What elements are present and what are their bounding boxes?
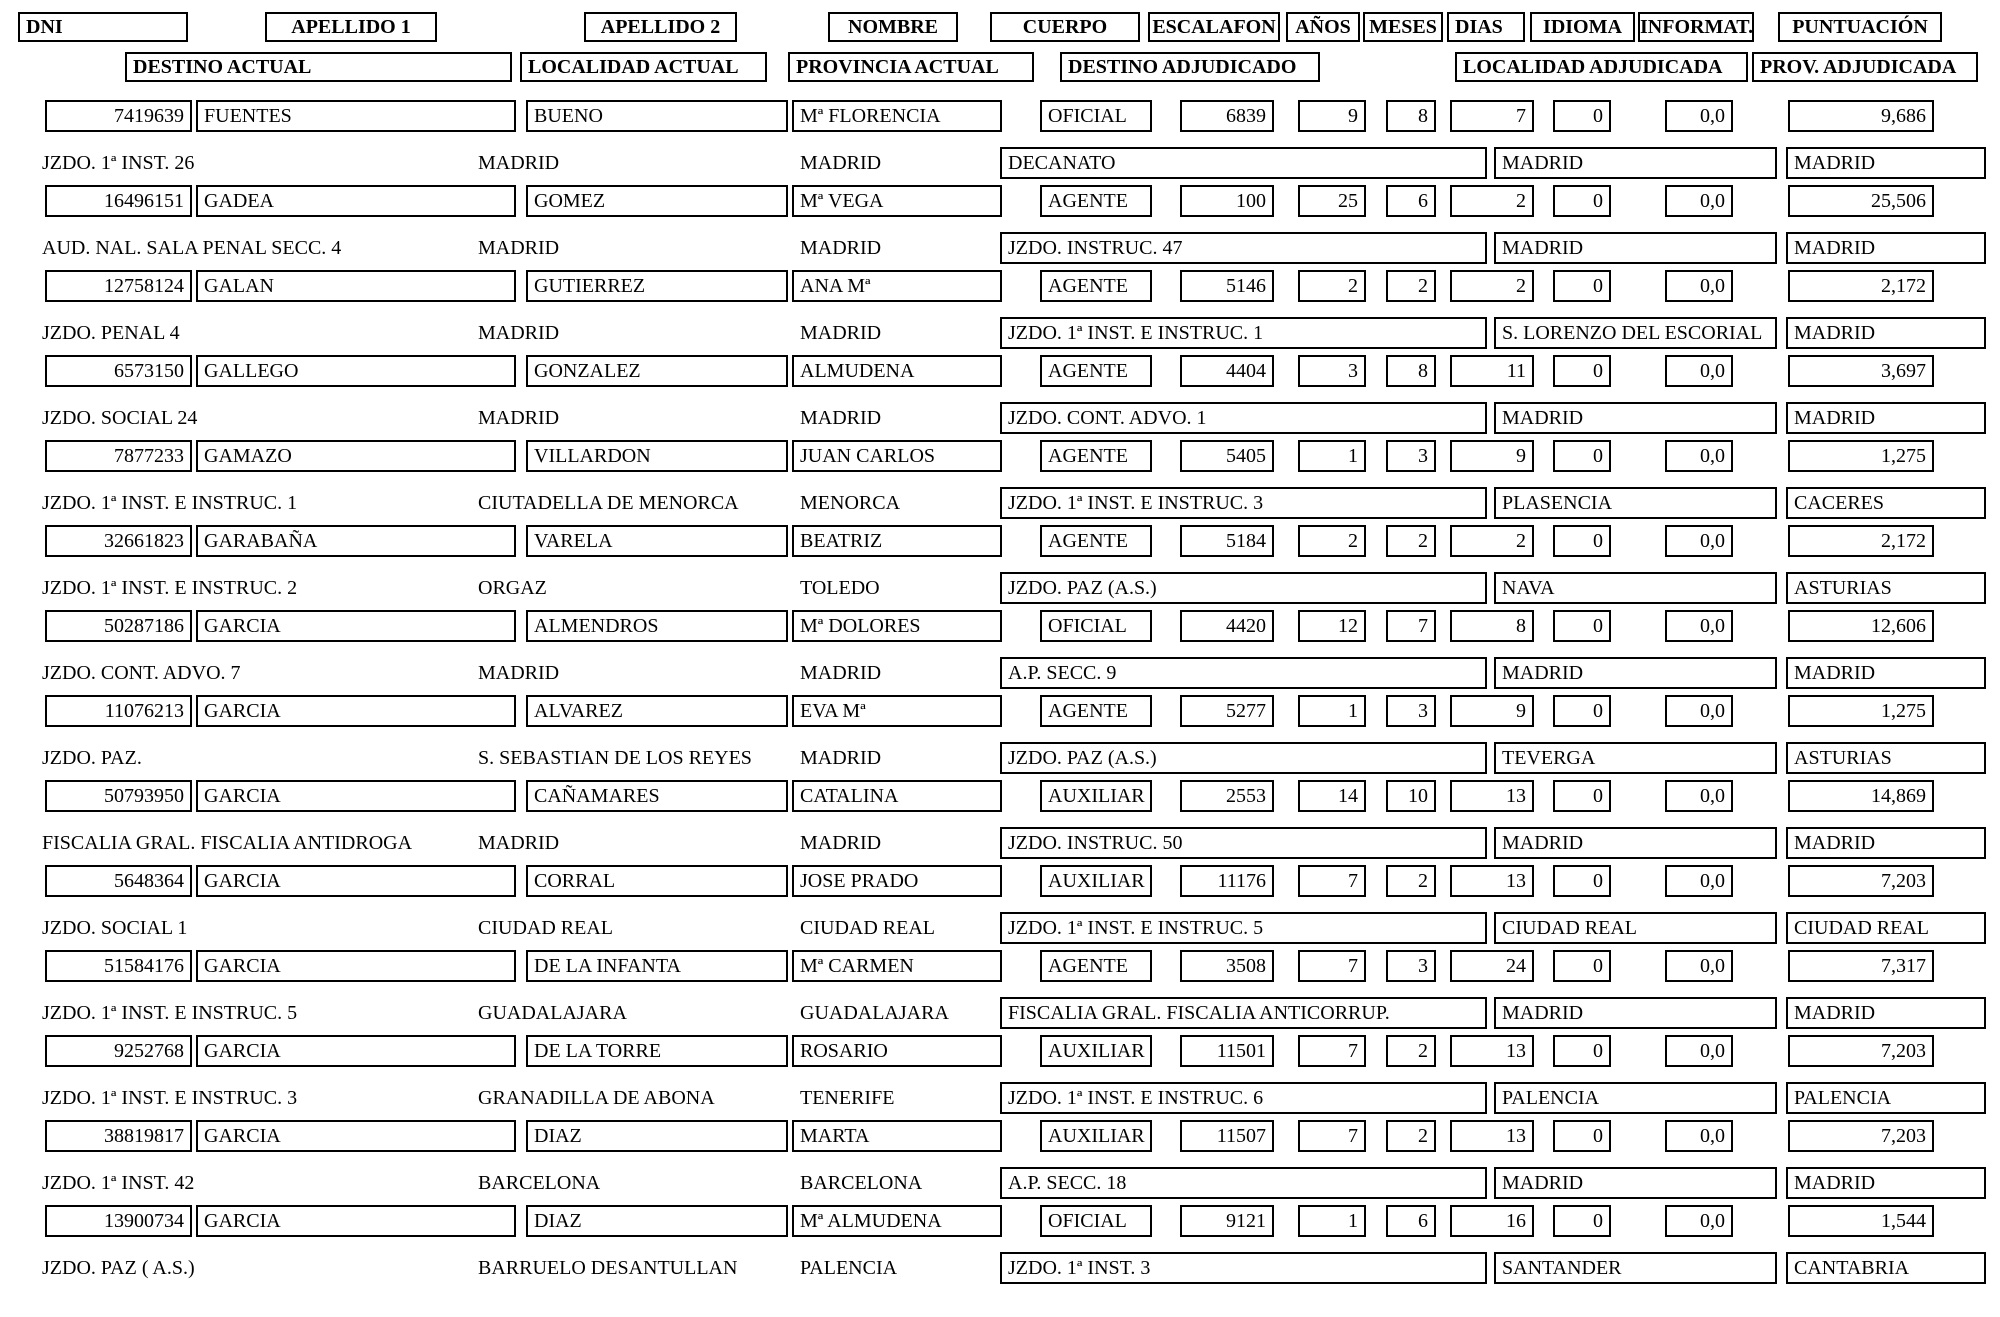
cuerpo-value: OFICIAL <box>1040 610 1152 642</box>
nombre-value: ALMUDENA <box>792 355 1002 387</box>
informat-value: 0,0 <box>1665 610 1733 642</box>
cuerpo-value: AUXILIAR <box>1040 865 1152 897</box>
provincia-actual-value: MADRID <box>800 747 882 769</box>
informat-value: 0,0 <box>1665 1120 1733 1152</box>
prov-adjudicada-value: MADRID <box>1786 147 1986 179</box>
localidad-adjudicada-value: SANTANDER <box>1494 1252 1777 1284</box>
apellido1-value: GARCIA <box>196 1205 516 1237</box>
dni-value: 7419639 <box>45 100 192 132</box>
table-row <box>0 1035 2000 1120</box>
localidad-adjudicada-value: PALENCIA <box>1494 1082 1777 1114</box>
localidad-adjudicada-value: PLASENCIA <box>1494 487 1777 519</box>
meses-value: 2 <box>1386 865 1436 897</box>
cuerpo-value: AGENTE <box>1040 695 1152 727</box>
table-row <box>0 865 2000 950</box>
dias-value: 16 <box>1450 1205 1534 1237</box>
idioma-value: 0 <box>1553 1205 1611 1237</box>
localidad-adjudicada-value: MADRID <box>1494 402 1777 434</box>
escalafon-value: 5184 <box>1180 525 1274 557</box>
meses-value: 2 <box>1386 270 1436 302</box>
puntuacion-value: 12,606 <box>1788 610 1934 642</box>
meses-value: 7 <box>1386 610 1436 642</box>
prov-adjudicada-value: MADRID <box>1786 317 1986 349</box>
destino-adjudicado-value: A.P. SECC. 9 <box>1000 657 1487 689</box>
destino-adjudicado-value: FISCALIA GRAL. FISCALIA ANTICORRUP. <box>1000 997 1487 1029</box>
idioma-value: 0 <box>1553 950 1611 982</box>
prov-adjudicada-value: PALENCIA <box>1786 1082 1986 1114</box>
header-cuerpo: CUERPO <box>990 12 1140 42</box>
escalafon-value: 5146 <box>1180 270 1274 302</box>
destino-actual-value: JZDO. PAZ. <box>42 747 142 769</box>
dias-value: 2 <box>1450 270 1534 302</box>
localidad-actual-value: MADRID <box>478 832 560 854</box>
header-apellido2: APELLIDO 2 <box>584 12 737 42</box>
idioma-value: 0 <box>1553 1120 1611 1152</box>
puntuacion-value: 2,172 <box>1788 270 1934 302</box>
provincia-actual-value: BARCELONA <box>800 1172 923 1194</box>
nombre-value: Mª CARMEN <box>792 950 1002 982</box>
header-localidad-actual: LOCALIDAD ACTUAL <box>520 52 767 82</box>
cuerpo-value: AGENTE <box>1040 270 1152 302</box>
header-provincia-actual: PROVINCIA ACTUAL <box>788 52 1034 82</box>
puntuacion-value: 9,686 <box>1788 100 1934 132</box>
dni-value: 7877233 <box>45 440 192 472</box>
localidad-adjudicada-value: NAVA <box>1494 572 1777 604</box>
prov-adjudicada-value: MADRID <box>1786 657 1986 689</box>
destino-adjudicado-value: JZDO. INSTRUC. 47 <box>1000 232 1487 264</box>
provincia-actual-value: MENORCA <box>800 492 901 514</box>
apellido1-value: GALLEGO <box>196 355 516 387</box>
anos-value: 7 <box>1298 865 1366 897</box>
puntuacion-value: 2,172 <box>1788 525 1934 557</box>
table-row <box>0 525 2000 610</box>
localidad-actual-value: CIUTADELLA DE MENORCA <box>478 492 739 514</box>
prov-adjudicada-value: MADRID <box>1786 232 1986 264</box>
dni-value: 16496151 <box>45 185 192 217</box>
localidad-actual-value: MADRID <box>478 662 560 684</box>
informat-value: 0,0 <box>1665 780 1733 812</box>
localidad-actual-value: S. SEBASTIAN DE LOS REYES <box>478 747 752 769</box>
nombre-value: BEATRIZ <box>792 525 1002 557</box>
dias-value: 8 <box>1450 610 1534 642</box>
header-meses: MESES <box>1363 12 1443 42</box>
prov-adjudicada-value: CANTABRIA <box>1786 1252 1986 1284</box>
dias-value: 24 <box>1450 950 1534 982</box>
destino-actual-value: JZDO. SOCIAL 24 <box>42 407 198 429</box>
table-row <box>0 355 2000 440</box>
prov-adjudicada-value: MADRID <box>1786 827 1986 859</box>
destino-adjudicado-value: JZDO. 1ª INST. E INSTRUC. 6 <box>1000 1082 1487 1114</box>
anos-value: 7 <box>1298 1035 1366 1067</box>
destino-actual-value: JZDO. 1ª INST. E INSTRUC. 2 <box>42 577 298 599</box>
localidad-adjudicada-value: S. LORENZO DEL ESCORIAL <box>1494 317 1777 349</box>
dias-value: 13 <box>1450 780 1534 812</box>
apellido1-value: GARCIA <box>196 1035 516 1067</box>
apellido2-value: CORRAL <box>526 865 788 897</box>
localidad-actual-value: MADRID <box>478 407 560 429</box>
destino-actual-value: JZDO. 1ª INST. E INSTRUC. 1 <box>42 492 298 514</box>
dni-value: 5648364 <box>45 865 192 897</box>
dias-value: 11 <box>1450 355 1534 387</box>
header-puntuacion: PUNTUACIÓN <box>1778 12 1942 42</box>
provincia-actual-value: PALENCIA <box>800 1257 898 1279</box>
table-row <box>0 780 2000 865</box>
meses-value: 6 <box>1386 1205 1436 1237</box>
nombre-value: ANA Mª <box>792 270 1002 302</box>
nombre-value: JUAN CARLOS <box>792 440 1002 472</box>
informat-value: 0,0 <box>1665 950 1733 982</box>
cuerpo-value: OFICIAL <box>1040 1205 1152 1237</box>
idioma-value: 0 <box>1553 525 1611 557</box>
destino-adjudicado-value: JZDO. 1ª INST. E INSTRUC. 1 <box>1000 317 1487 349</box>
informat-value: 0,0 <box>1665 695 1733 727</box>
dias-value: 7 <box>1450 100 1534 132</box>
table-row <box>0 100 2000 185</box>
destino-adjudicado-value: JZDO. CONT. ADVO. 1 <box>1000 402 1487 434</box>
localidad-adjudicada-value: MADRID <box>1494 147 1777 179</box>
nombre-value: ROSARIO <box>792 1035 1002 1067</box>
provincia-actual-value: MADRID <box>800 322 882 344</box>
table-row <box>0 440 2000 525</box>
table-row <box>0 270 2000 355</box>
destino-actual-value: JZDO. 1ª INST. E INSTRUC. 5 <box>42 1002 298 1024</box>
dni-value: 32661823 <box>45 525 192 557</box>
destino-actual-value: JZDO. 1ª INST. 26 <box>42 152 195 174</box>
escalafon-value: 5405 <box>1180 440 1274 472</box>
cuerpo-value: AUXILIAR <box>1040 1120 1152 1152</box>
header-localidad-adjudicada: LOCALIDAD ADJUDICADA <box>1455 52 1748 82</box>
header-apellido1: APELLIDO 1 <box>265 12 437 42</box>
anos-value: 1 <box>1298 695 1366 727</box>
anos-value: 1 <box>1298 440 1366 472</box>
informat-value: 0,0 <box>1665 865 1733 897</box>
escalafon-value: 11176 <box>1180 865 1274 897</box>
destino-actual-value: JZDO. 1ª INST. E INSTRUC. 3 <box>42 1087 298 1109</box>
header-destino-actual: DESTINO ACTUAL <box>125 52 512 82</box>
apellido2-value: ALVAREZ <box>526 695 788 727</box>
idioma-value: 0 <box>1553 695 1611 727</box>
anos-value: 12 <box>1298 610 1366 642</box>
destino-adjudicado-value: JZDO. 1ª INST. 3 <box>1000 1252 1487 1284</box>
anos-value: 25 <box>1298 185 1366 217</box>
header-informat: INFORMAT. <box>1638 12 1754 42</box>
apellido2-value: DE LA TORRE <box>526 1035 788 1067</box>
dias-value: 13 <box>1450 865 1534 897</box>
nombre-value: JOSE PRADO <box>792 865 1002 897</box>
header-anos: AÑOS <box>1286 12 1360 42</box>
apellido2-value: DIAZ <box>526 1120 788 1152</box>
escalafon-value: 2553 <box>1180 780 1274 812</box>
apellido2-value: VILLARDON <box>526 440 788 472</box>
escalafon-value: 11501 <box>1180 1035 1274 1067</box>
escalafon-value: 5277 <box>1180 695 1274 727</box>
provincia-actual-value: CIUDAD REAL <box>800 917 935 939</box>
idioma-value: 0 <box>1553 185 1611 217</box>
escalafon-value: 4404 <box>1180 355 1274 387</box>
header-idioma: IDIOMA <box>1530 12 1635 42</box>
nombre-value: Mª ALMUDENA <box>792 1205 1002 1237</box>
meses-value: 8 <box>1386 100 1436 132</box>
escalafon-value: 9121 <box>1180 1205 1274 1237</box>
localidad-adjudicada-value: MADRID <box>1494 657 1777 689</box>
meses-value: 8 <box>1386 355 1436 387</box>
apellido2-value: GOMEZ <box>526 185 788 217</box>
destino-adjudicado-value: JZDO. PAZ (A.S.) <box>1000 742 1487 774</box>
anos-value: 3 <box>1298 355 1366 387</box>
dni-value: 50793950 <box>45 780 192 812</box>
puntuacion-value: 7,203 <box>1788 1120 1934 1152</box>
anos-value: 1 <box>1298 1205 1366 1237</box>
dias-value: 9 <box>1450 440 1534 472</box>
puntuacion-value: 7,203 <box>1788 1035 1934 1067</box>
idioma-value: 0 <box>1553 355 1611 387</box>
dni-value: 12758124 <box>45 270 192 302</box>
puntuacion-value: 1,275 <box>1788 695 1934 727</box>
apellido1-value: GADEA <box>196 185 516 217</box>
apellido1-value: GARCIA <box>196 865 516 897</box>
provincia-actual-value: MADRID <box>800 152 882 174</box>
apellido2-value: VARELA <box>526 525 788 557</box>
cuerpo-value: AGENTE <box>1040 525 1152 557</box>
apellido1-value: FUENTES <box>196 100 516 132</box>
anos-value: 7 <box>1298 1120 1366 1152</box>
nombre-value: Mª FLORENCIA <box>792 100 1002 132</box>
anos-value: 2 <box>1298 270 1366 302</box>
header-prov-adjudicada: PROV. ADJUDICADA <box>1752 52 1978 82</box>
dni-value: 6573150 <box>45 355 192 387</box>
anos-value: 9 <box>1298 100 1366 132</box>
destino-adjudicado-value: DECANATO <box>1000 147 1487 179</box>
nombre-value: Mª DOLORES <box>792 610 1002 642</box>
table-row <box>0 1120 2000 1205</box>
meses-value: 2 <box>1386 1035 1436 1067</box>
table-row <box>0 950 2000 1035</box>
prov-adjudicada-value: MADRID <box>1786 997 1986 1029</box>
puntuacion-value: 1,544 <box>1788 1205 1934 1237</box>
puntuacion-value: 25,506 <box>1788 185 1934 217</box>
anos-value: 2 <box>1298 525 1366 557</box>
header-dni: DNI <box>18 12 188 42</box>
header-destino-adjudicado: DESTINO ADJUDICADO <box>1060 52 1320 82</box>
prov-adjudicada-value: CACERES <box>1786 487 1986 519</box>
apellido1-value: GAMAZO <box>196 440 516 472</box>
cuerpo-value: AGENTE <box>1040 185 1152 217</box>
destino-adjudicado-value: JZDO. 1ª INST. E INSTRUC. 3 <box>1000 487 1487 519</box>
destino-actual-value: JZDO. PAZ ( A.S.) <box>42 1257 195 1279</box>
apellido2-value: DE LA INFANTA <box>526 950 788 982</box>
dni-value: 11076213 <box>45 695 192 727</box>
localidad-actual-value: CIUDAD REAL <box>478 917 613 939</box>
destino-actual-value: JZDO. PENAL 4 <box>42 322 180 344</box>
provincia-actual-value: TENERIFE <box>800 1087 895 1109</box>
escalafon-value: 6839 <box>1180 100 1274 132</box>
apellido1-value: GARCIA <box>196 610 516 642</box>
escalafon-value: 4420 <box>1180 610 1274 642</box>
apellido2-value: GUTIERREZ <box>526 270 788 302</box>
destino-actual-value: AUD. NAL. SALA PENAL SECC. 4 <box>42 237 342 259</box>
escalafon-value: 100 <box>1180 185 1274 217</box>
dni-value: 9252768 <box>45 1035 192 1067</box>
table-row <box>0 610 2000 695</box>
destino-adjudicado-value: A.P. SECC. 18 <box>1000 1167 1487 1199</box>
meses-value: 2 <box>1386 1120 1436 1152</box>
cuerpo-value: AGENTE <box>1040 950 1152 982</box>
provincia-actual-value: MADRID <box>800 832 882 854</box>
anos-value: 7 <box>1298 950 1366 982</box>
apellido1-value: GARABAÑA <box>196 525 516 557</box>
localidad-actual-value: BARRUELO DESANTULLAN <box>478 1257 738 1279</box>
prov-adjudicada-value: ASTURIAS <box>1786 572 1986 604</box>
meses-value: 6 <box>1386 185 1436 217</box>
prov-adjudicada-value: CIUDAD REAL <box>1786 912 1986 944</box>
apellido2-value: CAÑAMARES <box>526 780 788 812</box>
localidad-actual-value: MADRID <box>478 152 560 174</box>
puntuacion-value: 1,275 <box>1788 440 1934 472</box>
informat-value: 0,0 <box>1665 440 1733 472</box>
destino-actual-value: JZDO. CONT. ADVO. 7 <box>42 662 241 684</box>
dias-value: 2 <box>1450 185 1534 217</box>
nombre-value: CATALINA <box>792 780 1002 812</box>
destino-adjudicado-value: JZDO. PAZ (A.S.) <box>1000 572 1487 604</box>
informat-value: 0,0 <box>1665 270 1733 302</box>
dias-value: 13 <box>1450 1035 1534 1067</box>
destino-adjudicado-value: JZDO. 1ª INST. E INSTRUC. 5 <box>1000 912 1487 944</box>
localidad-adjudicada-value: MADRID <box>1494 232 1777 264</box>
dni-value: 13900734 <box>45 1205 192 1237</box>
destino-adjudicado-value: JZDO. INSTRUC. 50 <box>1000 827 1487 859</box>
localidad-adjudicada-value: MADRID <box>1494 827 1777 859</box>
cuerpo-value: AGENTE <box>1040 355 1152 387</box>
destino-actual-value: JZDO. SOCIAL 1 <box>42 917 188 939</box>
puntuacion-value: 7,317 <box>1788 950 1934 982</box>
apellido2-value: GONZALEZ <box>526 355 788 387</box>
prov-adjudicada-value: MADRID <box>1786 1167 1986 1199</box>
provincia-actual-value: MADRID <box>800 662 882 684</box>
header-escalafon: ESCALAFON <box>1148 12 1280 42</box>
table-row <box>0 185 2000 270</box>
idioma-value: 0 <box>1553 440 1611 472</box>
destino-actual-value: JZDO. 1ª INST. 42 <box>42 1172 195 1194</box>
idioma-value: 0 <box>1553 1035 1611 1067</box>
cuerpo-value: AGENTE <box>1040 440 1152 472</box>
cuerpo-value: OFICIAL <box>1040 100 1152 132</box>
records-list <box>0 100 2000 1290</box>
apellido2-value: ALMENDROS <box>526 610 788 642</box>
apellido2-value: DIAZ <box>526 1205 788 1237</box>
cuerpo-value: AUXILIAR <box>1040 1035 1152 1067</box>
idioma-value: 0 <box>1553 610 1611 642</box>
idioma-value: 0 <box>1553 865 1611 897</box>
apellido1-value: GARCIA <box>196 695 516 727</box>
prov-adjudicada-value: MADRID <box>1786 402 1986 434</box>
dni-value: 38819817 <box>45 1120 192 1152</box>
informat-value: 0,0 <box>1665 185 1733 217</box>
dias-value: 13 <box>1450 1120 1534 1152</box>
localidad-adjudicada-value: TEVERGA <box>1494 742 1777 774</box>
dias-value: 2 <box>1450 525 1534 557</box>
cuerpo-value: AUXILIAR <box>1040 780 1152 812</box>
escalafon-value: 11507 <box>1180 1120 1274 1152</box>
idioma-value: 0 <box>1553 100 1611 132</box>
localidad-actual-value: GRANADILLA DE ABONA <box>478 1087 715 1109</box>
table-row <box>0 695 2000 780</box>
localidad-actual-value: ORGAZ <box>478 577 547 599</box>
informat-value: 0,0 <box>1665 1035 1733 1067</box>
idioma-value: 0 <box>1553 270 1611 302</box>
nombre-value: Mª VEGA <box>792 185 1002 217</box>
nombre-value: EVA Mª <box>792 695 1002 727</box>
escalafon-value: 3508 <box>1180 950 1274 982</box>
apellido2-value: BUENO <box>526 100 788 132</box>
provincia-actual-value: TOLEDO <box>800 577 880 599</box>
meses-value: 3 <box>1386 695 1436 727</box>
localidad-adjudicada-value: MADRID <box>1494 1167 1777 1199</box>
meses-value: 10 <box>1386 780 1436 812</box>
puntuacion-value: 14,869 <box>1788 780 1934 812</box>
idioma-value: 0 <box>1553 780 1611 812</box>
apellido1-value: GALAN <box>196 270 516 302</box>
localidad-actual-value: BARCELONA <box>478 1172 601 1194</box>
anos-value: 14 <box>1298 780 1366 812</box>
localidad-actual-value: MADRID <box>478 237 560 259</box>
localidad-adjudicada-value: MADRID <box>1494 997 1777 1029</box>
nombre-value: MARTA <box>792 1120 1002 1152</box>
apellido1-value: GARCIA <box>196 950 516 982</box>
apellido1-value: GARCIA <box>196 780 516 812</box>
apellido1-value: GARCIA <box>196 1120 516 1152</box>
meses-value: 3 <box>1386 950 1436 982</box>
prov-adjudicada-value: ASTURIAS <box>1786 742 1986 774</box>
table-row <box>0 1205 2000 1290</box>
informat-value: 0,0 <box>1665 100 1733 132</box>
destino-actual-value: FISCALIA GRAL. FISCALIA ANTIDROGA <box>42 832 413 854</box>
localidad-adjudicada-value: CIUDAD REAL <box>1494 912 1777 944</box>
header-dias: DIAS <box>1447 12 1525 42</box>
informat-value: 0,0 <box>1665 1205 1733 1237</box>
meses-value: 2 <box>1386 525 1436 557</box>
provincia-actual-value: MADRID <box>800 237 882 259</box>
provincia-actual-value: MADRID <box>800 407 882 429</box>
informat-value: 0,0 <box>1665 355 1733 387</box>
localidad-actual-value: MADRID <box>478 322 560 344</box>
meses-value: 3 <box>1386 440 1436 472</box>
informat-value: 0,0 <box>1665 525 1733 557</box>
dni-value: 51584176 <box>45 950 192 982</box>
header-nombre: NOMBRE <box>828 12 958 42</box>
dias-value: 9 <box>1450 695 1534 727</box>
localidad-actual-value: GUADALAJARA <box>478 1002 627 1024</box>
puntuacion-value: 3,697 <box>1788 355 1934 387</box>
provincia-actual-value: GUADALAJARA <box>800 1002 949 1024</box>
puntuacion-value: 7,203 <box>1788 865 1934 897</box>
dni-value: 50287186 <box>45 610 192 642</box>
